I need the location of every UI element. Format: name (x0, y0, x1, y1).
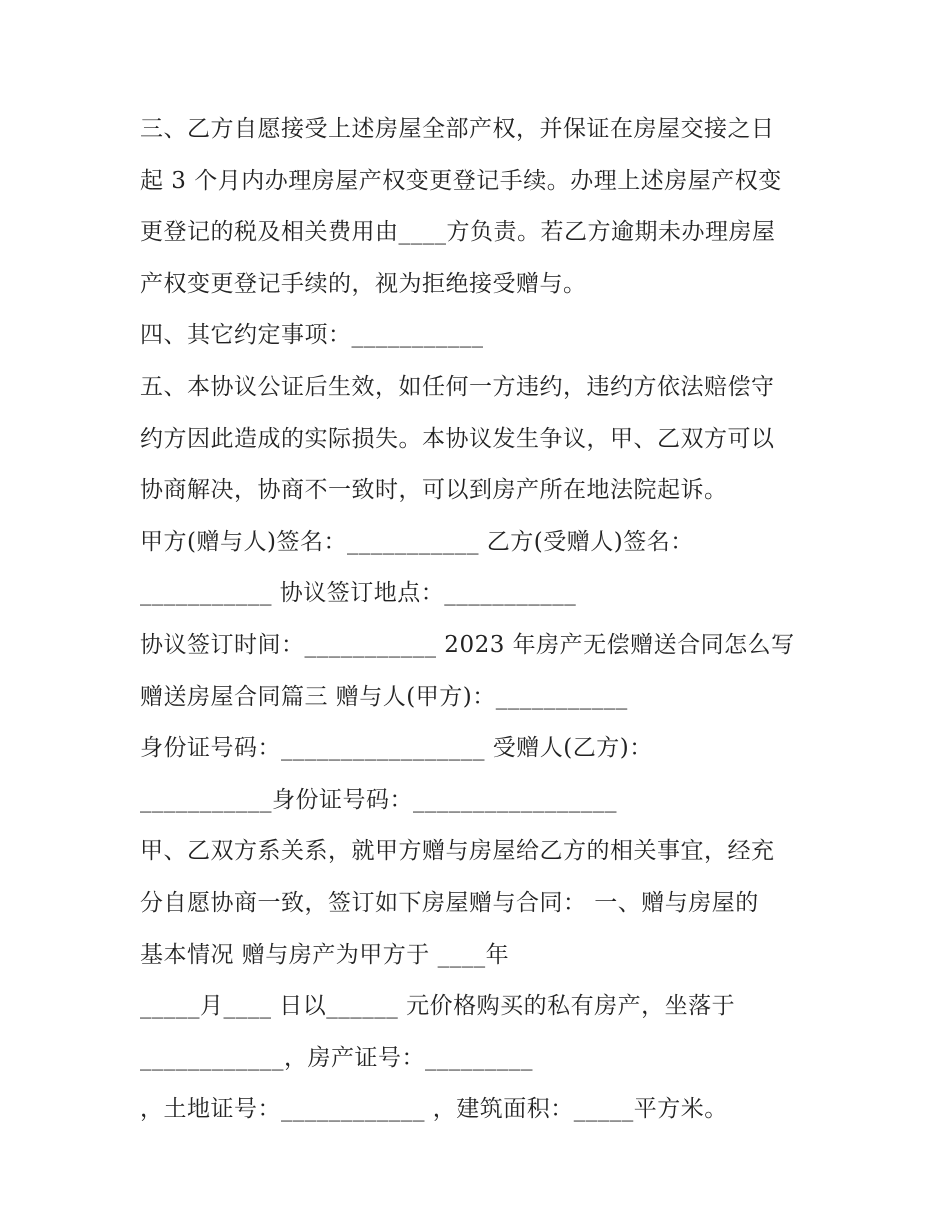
text-line: 产权变更登记手续的，视为拒绝接受赠与。 (140, 270, 587, 297)
text-line: _____月____ 日以______ 元价格购买的私有房产，坐落于 (140, 993, 736, 1020)
text-line: 分自愿协商一致，签订如下房屋赠与合同： 一、赠与房屋的 (140, 889, 759, 916)
text-line: 协商解决，协商不一致时，可以到房产所在地法院起诉。 (140, 477, 728, 504)
text-line: ___________ 协议签订地点：___________ (140, 580, 577, 607)
text-line: 甲方(赠与人)签名：___________ 乙方(受赠人)签名： (140, 528, 694, 555)
text-line: ____________，房产证号：_________ (140, 1044, 533, 1071)
text-line: 四、其它约定事项：___________ (140, 322, 484, 349)
text-line: 五、本协议公证后生效，如任何一方违约，违约方依法赔偿守 (140, 373, 775, 400)
text-line: ，土地证号：____________ ，建筑面积：_____平方米。 (140, 1096, 728, 1123)
text-line: 身份证号码：_________________ 受赠人(乙方)： (140, 735, 653, 762)
text-line: 三、乙方自愿接受上述房屋全部产权，并保证在房屋交接之日 (140, 116, 775, 142)
text-line: 甲、乙双方系关系，就甲方赠与房屋给乙方的相关事宜，经充 (140, 838, 775, 865)
text-line: 约方因此造成的实际损失。本协议发生争议，甲、乙双方可以 (140, 425, 775, 452)
contract-text (140, 104, 820, 1136)
text-line: 更登记的税及相关费用由____方负责。若乙方逾期未办理房屋 (140, 219, 776, 246)
text-line: 起 3 个月内办理房屋产权变更登记手续。办理上述房屋产权变 (140, 167, 782, 194)
text-line: 协议签订时间：___________ 2023 年房产无偿赠送合同怎么写 (140, 631, 795, 658)
text-line: 赠送房屋合同篇三 赠与人(甲方)：___________ (140, 683, 628, 710)
text-line: 基本情况 赠与房产为甲方于 ____年 (140, 941, 510, 968)
text-line: ___________身份证号码：_________________ (140, 786, 617, 813)
